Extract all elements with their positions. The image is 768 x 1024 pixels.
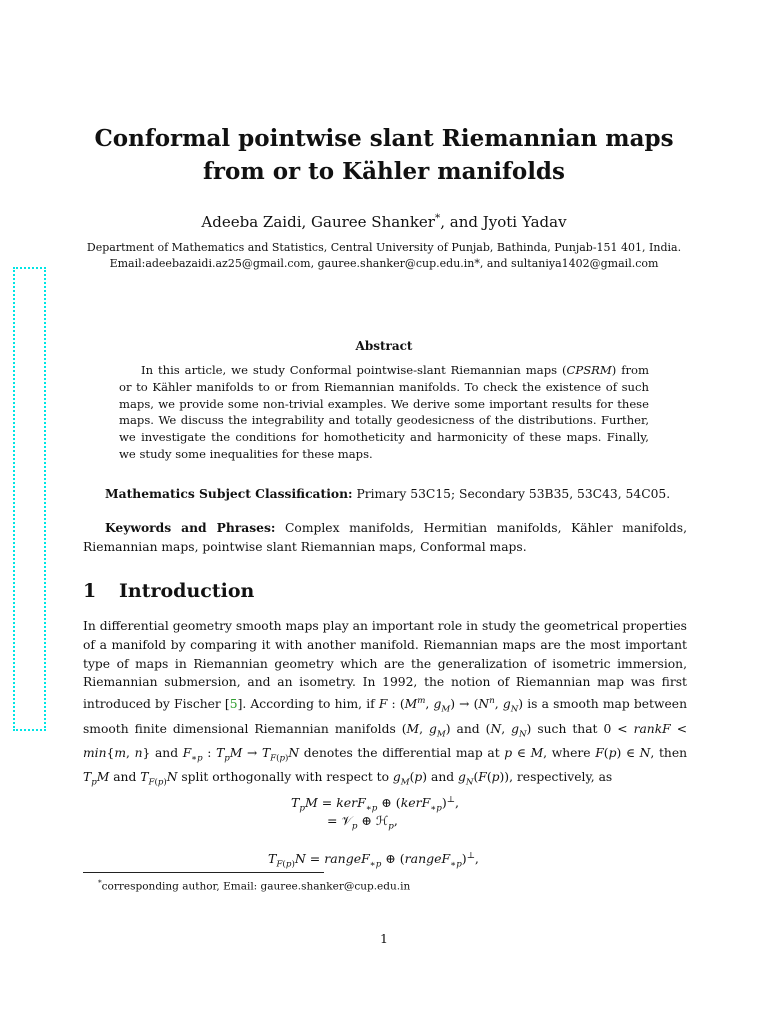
msc-classification (105, 485, 690, 503)
keywords (83, 518, 687, 557)
section-title: Introduction (119, 580, 255, 602)
abstract-heading: Abstract (355, 339, 413, 353)
equation-3-lhs: $T_{F(p)}N$ = rangeF$_{∗p}$ ⊕ (rangeF$_{∗p}$)⊥, (268, 851, 479, 870)
affiliation-emails: Email:adeebazaidi.az25@gmail.com, gauree.shanker@cup.edu.in*, and sultaniya1402@gmail.com (109, 257, 659, 270)
intro-text-b: ]. According to him, if (237, 697, 379, 712)
keywords-label: Keywords and Phrases: (105, 520, 276, 535)
abstract-body (119, 362, 649, 463)
abstract-acronym: CPSRM (566, 363, 612, 377)
authors-tail: , and Jyoti Yadav (440, 213, 567, 231)
footnote-rule (83, 872, 324, 873)
corresponding-mark[interactable]: * (434, 212, 441, 224)
authors-names: Adeeba Zaidi, Gauree Shanker (201, 213, 435, 231)
affiliation (60, 240, 708, 272)
intro-math-1: F : ($M^m$, $g_M) \to (N^n$, $g_N$) is a smooth map between smooth finite dimensional Riemannian manifolds (M, $g_M$) and (N, $g_N$) such that 0 < rankF < min{m, n} and $F_{∗p}$ : $T_pM \to T_{F(p)}N$ denotes the differential map at p ∈ M, where F(p) ∈ N, then $T_pM$ and $T_{F(p)}N$ split orthogonally with respect to $g_M(p)$ and $g_N(F(p))$, respectively, as (83, 696, 688, 788)
footnote (98, 875, 698, 895)
intro-paragraph (83, 617, 687, 792)
abstract-text-a: In this article, we study Conformal pointwise-slant Riemannian maps ( (141, 363, 567, 377)
intro-text-a: In differential geometry smooth maps play an important role in study the geometrical properties of a manifold by comparing it with another manifold. Riemannian maps are the most important type of maps in Riemannian geometry which are the generalization of isometric immersion, Riemannian submersion, and an isometry. In 1992, the notion of Riemannian map was first introduced by Fischer [ (83, 619, 687, 712)
msc-label: Mathematics Subject Classification: (105, 486, 353, 501)
hyperlink-frame[interactable] (13, 267, 46, 731)
author-list (60, 208, 708, 232)
equation-1-lhs: $T_pM$ = kerF$_{∗p}$ ⊕ (kerF$_{∗p}$)⊥, (291, 795, 459, 814)
section-heading (83, 578, 687, 604)
footnote-mark: * (98, 878, 102, 887)
affiliation-line-1: Department of Mathematics and Statistics, Central University of Punjab, Bathinda, Punjab-151 401, India. (86, 241, 682, 254)
title-line-2: from or to Kähler manifolds (203, 158, 565, 185)
page-number: 1 (380, 931, 388, 946)
equation-2-rhs: = 𝒱$_p$ ⊕ ℋ$_p$, (327, 813, 398, 832)
section-number: 1 (83, 580, 97, 602)
title-line-1: Conformal pointwise slant Riemannian maps (94, 125, 674, 152)
msc-text: Primary 53C15; Secondary 53B35, 53C43, 54C05. (352, 487, 671, 501)
citation-link[interactable]: 5 (229, 697, 238, 712)
paper-title (60, 122, 708, 188)
keywords-text: Complex manifolds, Hermitian manifolds, Kähler manifolds, Riemannian maps, pointwise slant Riemannian maps, Conformal maps. (83, 521, 687, 554)
footnote-text: corresponding author, Email: gauree.shanker@cup.edu.in (101, 880, 411, 893)
abstract-text-b: ) from or to Kähler manifolds to or from Riemannian manifolds. To check the existence of such maps, we provide some non-trivial examples. We derive some important results for these maps. We discuss the integrability and totally geodesicness of the distributions. Further, we investigate the conditions for homotheticity and harmonicity of these maps. Finally, we study some inequalities for these maps. (119, 363, 649, 461)
